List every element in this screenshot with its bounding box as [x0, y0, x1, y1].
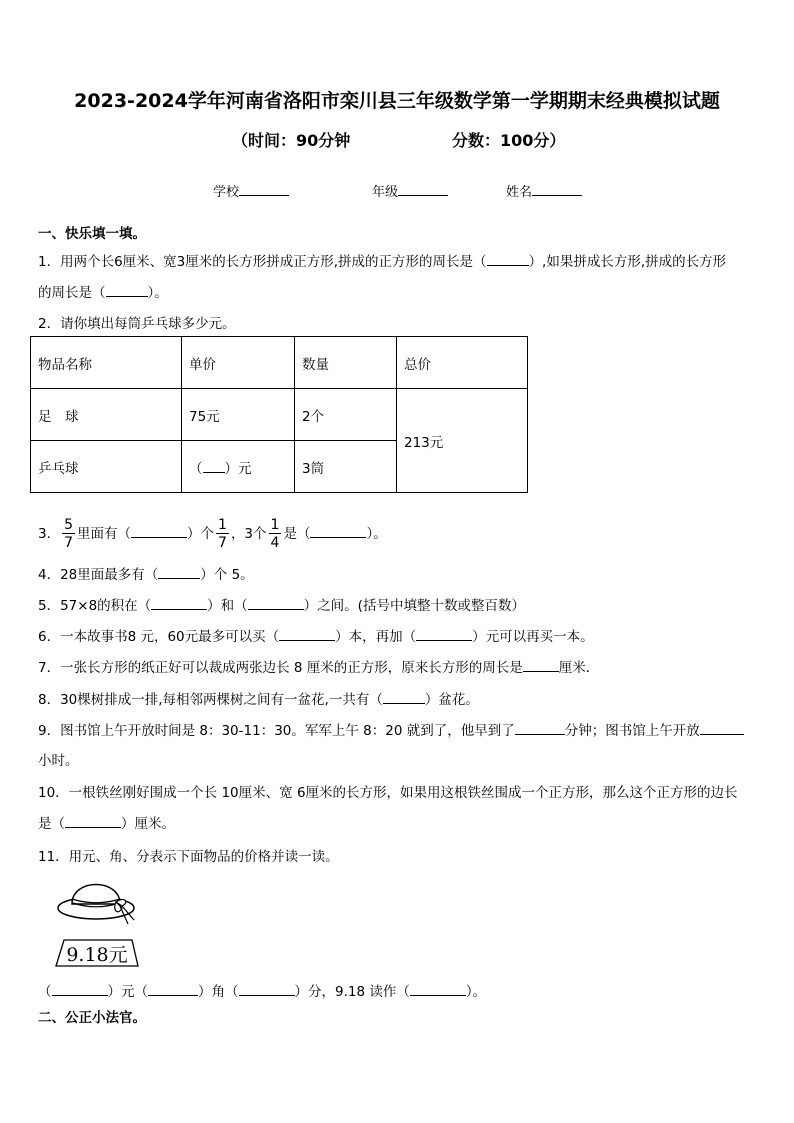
name-blank[interactable] [532, 181, 582, 196]
q5-blank-1[interactable] [151, 595, 207, 610]
fraction-1-7: $\frac{1}{7}$ [218, 517, 227, 551]
table-row [31, 389, 528, 441]
quantity-cell: 2个 [295, 389, 397, 441]
grade-field: 年级 [372, 181, 448, 200]
question-8: 8．30棵树排成一排,每相邻两棵树之间有一盆花,一共有（ ）盆花。 [38, 688, 479, 708]
q11-blank-read[interactable] [410, 981, 466, 996]
school-field: 学校 [213, 181, 289, 200]
q9-blank-1[interactable] [515, 720, 565, 735]
grade-blank[interactable] [398, 181, 448, 196]
question-4: 4．28里面最多有（ ）个 5。 [38, 563, 254, 583]
q6-blank-2[interactable] [416, 626, 472, 641]
exam-score: 分数：100分） [452, 131, 566, 150]
price-table [30, 336, 528, 493]
section-1-title: 一、快乐填一填。 [38, 226, 146, 242]
name-field: 姓名 [506, 181, 582, 200]
item-name-cell: 乒乓球 [31, 441, 182, 493]
hat-icon [52, 872, 147, 972]
question-6: 6．一本故事书8 元，60元最多可以买（ ）本，再加（ ）元可以再买一本。 [38, 625, 594, 645]
price-tag-label: 9.18元 [66, 944, 128, 966]
total-cell: 213元 [397, 389, 528, 493]
unit-price-cell: 75元 [182, 389, 295, 441]
table-header-row [31, 337, 528, 389]
header-cell: 数量 [295, 337, 397, 389]
question-10: 10．一根铁丝刚好围成一个长 10厘米、宽 6厘米的长方形，如果用这根铁丝围成一个正方形，那么这个正方形的边长 [38, 785, 738, 801]
question-2: 2．请你填出每筒乒乓球多少元。 [38, 316, 236, 332]
hat-illustration [52, 872, 147, 976]
q9-blank-2[interactable] [700, 720, 744, 735]
question-5: 5．57×8的积在（ ）和（ ）之间。(括号中填整十数或整百数） [38, 594, 525, 614]
quantity-cell: 3筒 [295, 441, 397, 493]
fraction-5-7: $\frac{5}{7}$ [64, 517, 74, 551]
q5-blank-2[interactable] [248, 595, 304, 610]
question-10-cont: 是（ ）厘米。 [38, 812, 175, 832]
question-1-cont: 的周长是（ ）。 [38, 281, 168, 301]
q1-blank-1[interactable] [487, 251, 529, 266]
q2-price-blank[interactable] [203, 458, 225, 473]
question-11: 11．用元、角、分表示下面物品的价格并读一读。 [38, 849, 339, 865]
question-9-cont: 小时。 [38, 753, 79, 769]
question-9: 9．图书馆上午开放时间是 8：30-11：30。军军上午 8：20 就到了，他早到了 分钟；图书馆上午开放 [38, 719, 744, 739]
q3-blank-2[interactable] [310, 523, 366, 538]
question-1: 1．用两个长6厘米、宽3厘米的长方形拼成正方形,拼成的正方形的周长是（ ）,如果拼成长方形,拼成的长方形 [38, 250, 726, 270]
header-cell: 单价 [182, 337, 295, 389]
q11-blank-fen[interactable] [239, 981, 295, 996]
header-cell: 物品名称 [31, 337, 182, 389]
question-3: 3． $\frac{5}{7}$ 里面有（ ）个 $\frac{1}{7}$ ，3个 $\frac{1}{4}$ 是（ ）。 [38, 517, 387, 551]
section-2-title: 二、公正小法官。 [38, 1010, 146, 1026]
question-11-answer: （ ）元（ ）角（ ）分，9.18 读作（ ）。 [38, 980, 486, 1000]
unit-price-cell: （ ）元 [182, 441, 295, 493]
exam-time: （时间：90分钟 [232, 131, 351, 150]
q11-blank-jiao[interactable] [148, 981, 198, 996]
q11-blank-yuan[interactable] [52, 981, 108, 996]
school-blank[interactable] [239, 181, 289, 196]
header-cell: 总价 [397, 337, 528, 389]
exam-title: 2023-2024学年河南省洛阳市栾川县三年级数学第一学期期末经典模拟试题 [74, 90, 720, 112]
q6-blank-1[interactable] [279, 626, 335, 641]
item-name-cell: 足 球 [31, 389, 182, 441]
q3-blank-1[interactable] [131, 523, 187, 538]
fraction-1-4: $\frac{1}{4}$ [270, 517, 280, 551]
q1-blank-2[interactable] [106, 282, 148, 297]
q8-blank[interactable] [383, 689, 425, 704]
q7-blank[interactable] [523, 657, 559, 672]
q10-blank[interactable] [65, 813, 121, 828]
q4-blank[interactable] [158, 564, 200, 579]
question-7: 7．一张长方形的纸正好可以裁成两张边长 8 厘米的正方形，原来长方形的周长是 厘米． [38, 656, 599, 676]
